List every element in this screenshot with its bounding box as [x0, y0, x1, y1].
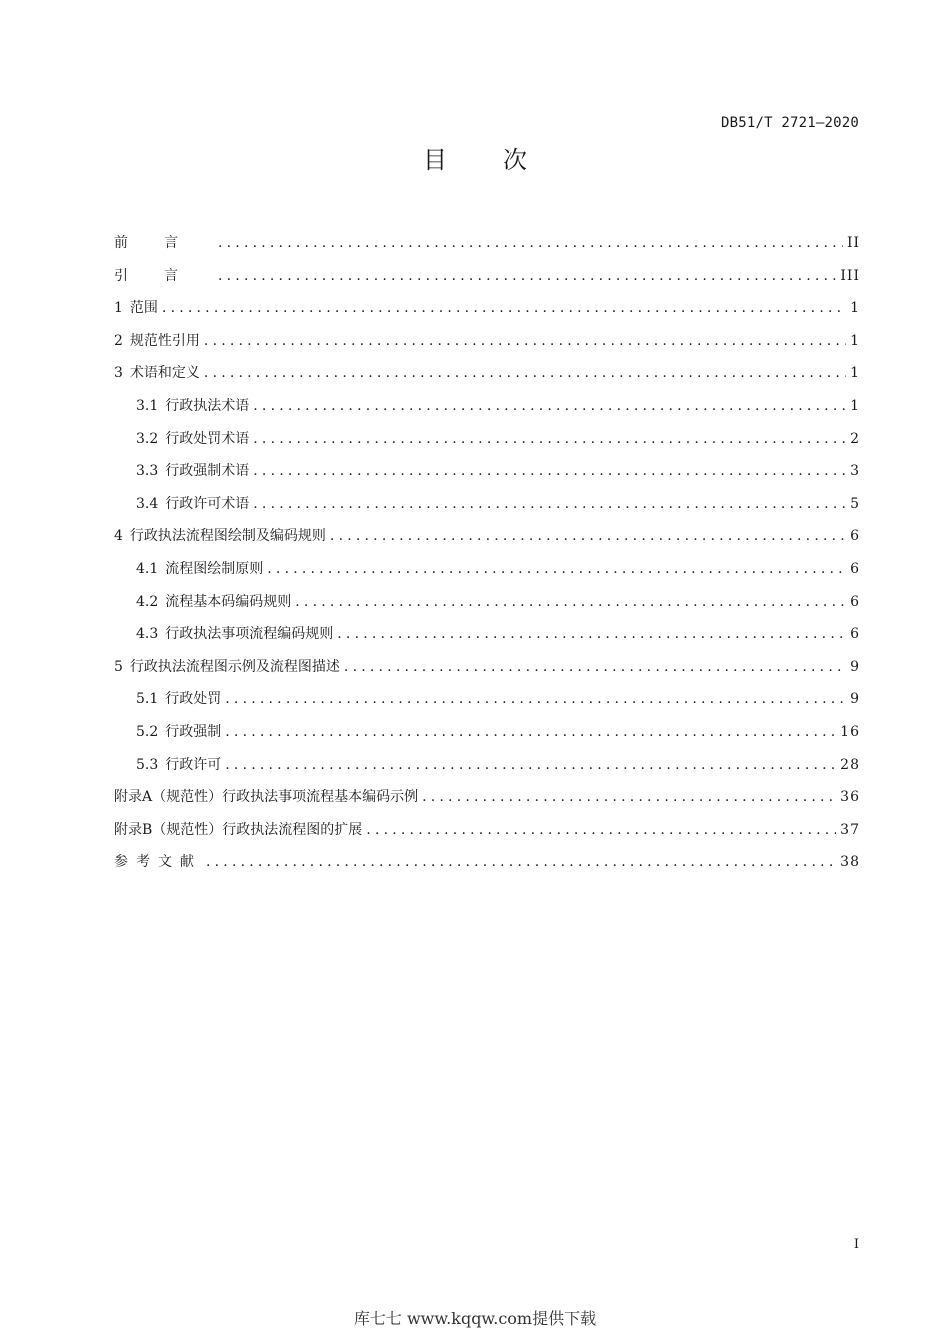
- toc-entry-page: 6: [850, 560, 860, 577]
- toc-leader-dots: [366, 816, 836, 844]
- toc-entry-page: 3: [850, 463, 860, 480]
- toc-entry-label: 行政处罚: [165, 691, 222, 708]
- toc-leader-dots: [204, 359, 846, 387]
- page-title: 目次: [423, 146, 583, 174]
- toc-leader-dots: [330, 522, 846, 550]
- toc-entry-number: 5.1: [136, 691, 159, 708]
- toc-entry-number: 3: [114, 365, 123, 382]
- toc-entry-page: 6: [850, 626, 860, 643]
- toc-entry-1[interactable]: [114, 294, 860, 327]
- toc-entry-introduction[interactable]: [114, 262, 860, 295]
- toc-leader-dots: [422, 783, 836, 811]
- toc-entry-label: 行政执法术语: [165, 397, 250, 414]
- toc-entry-number: 5.2: [136, 723, 159, 740]
- toc-entry-page: 1: [850, 300, 860, 317]
- toc-entry-label: 行政执法流程图绘制及编码规则: [129, 528, 326, 545]
- toc-leader-dots: [253, 490, 846, 518]
- toc-entry-4[interactable]: [114, 522, 860, 555]
- toc-entry-page: 37: [840, 821, 860, 838]
- toc-entry-label: 参考文献: [114, 854, 202, 871]
- toc-entry-page: 1: [850, 332, 860, 349]
- toc-entry-label: 行政处罚术语: [165, 430, 250, 447]
- toc-entry-number: 3.2: [136, 430, 159, 447]
- toc-entry-number: 4: [114, 528, 123, 545]
- toc-entry-label: 行政强制术语: [165, 463, 250, 480]
- toc-entry-label: 附录A（规范性）行政执法事项流程基本编码示例: [114, 789, 419, 806]
- toc-entry-3-1[interactable]: [114, 392, 860, 425]
- toc-entry-label: 流程图绘制原则: [165, 560, 264, 577]
- toc-entry-page: 6: [850, 528, 860, 545]
- toc-entry-number: 3.3: [136, 463, 159, 480]
- toc-entry-number: 3.4: [136, 495, 159, 512]
- toc-entry-page: III: [840, 267, 860, 284]
- toc-entry-3[interactable]: [114, 359, 860, 392]
- toc-entry-label: 行政执法流程图示例及流程图描述: [129, 658, 340, 675]
- toc-entry-4-1[interactable]: [114, 555, 860, 588]
- toc-leader-dots: [267, 555, 846, 583]
- toc-entry-page: II: [846, 235, 860, 251]
- toc-entry-3-2[interactable]: [114, 425, 860, 458]
- table-of-contents: [114, 229, 860, 881]
- toc-entry-5-2[interactable]: [114, 718, 860, 751]
- toc-entry-label: 规范性引用: [129, 332, 200, 349]
- toc-entry-appendix-b[interactable]: [114, 816, 860, 849]
- toc-entry-label: 行政执法事项流程编码规则: [165, 626, 334, 643]
- toc-entry-page: 1: [850, 397, 860, 414]
- toc-entry-label: 附录B（规范性）行政执法流程图的扩展: [114, 821, 363, 838]
- toc-entry-2[interactable]: [114, 327, 860, 360]
- toc-entry-label: 行政许可: [165, 756, 222, 773]
- toc-entry-page: 38: [840, 854, 860, 871]
- toc-entry-5-3[interactable]: [114, 751, 860, 784]
- toc-leader-dots: [218, 229, 843, 257]
- toc-entry-page: 36: [840, 789, 860, 806]
- toc-entry-page: 1: [850, 365, 860, 382]
- toc-entry-label: 引言: [114, 267, 214, 284]
- toc-leader-dots: [295, 588, 846, 616]
- document-code: DB51/T 2721—2020: [720, 115, 859, 131]
- toc-leader-dots: [253, 457, 846, 485]
- toc-leader-dots: [225, 685, 846, 713]
- toc-entry-label: 前言: [114, 235, 214, 251]
- toc-leader-dots: [204, 327, 846, 355]
- toc-leader-dots: [218, 262, 836, 290]
- toc-entry-bibliography[interactable]: [114, 848, 860, 881]
- toc-entry-label: 范围: [129, 300, 158, 317]
- toc-entry-number: 4.3: [136, 626, 159, 643]
- toc-entry-appendix-a[interactable]: [114, 783, 860, 816]
- toc-leader-dots: [225, 751, 836, 779]
- toc-entry-page: 5: [850, 495, 860, 512]
- toc-entry-label: 行政许可术语: [165, 495, 250, 512]
- toc-entry-page: 28: [840, 756, 860, 773]
- toc-entry-3-3[interactable]: [114, 457, 860, 490]
- toc-entry-number: 2: [114, 332, 123, 349]
- toc-entry-number: 4.2: [136, 593, 159, 610]
- toc-entry-label: 流程基本码编码规则: [165, 593, 292, 610]
- toc-entry-page: 9: [850, 658, 860, 675]
- toc-entry-3-4[interactable]: [114, 490, 860, 523]
- toc-entry-number: 3.1: [136, 397, 159, 414]
- toc-leader-dots: [206, 848, 836, 876]
- toc-entry-page: 16: [840, 723, 860, 740]
- toc-entry-4-2[interactable]: [114, 588, 860, 621]
- toc-leader-dots: [253, 425, 846, 453]
- toc-entry-label: 行政强制: [165, 723, 222, 740]
- toc-entry-label: 术语和定义: [129, 365, 200, 382]
- toc-entry-5-1[interactable]: [114, 685, 860, 718]
- toc-entry-4-3[interactable]: [114, 620, 860, 653]
- toc-entry-foreword[interactable]: [114, 229, 860, 262]
- toc-leader-dots: [162, 294, 846, 322]
- toc-entry-number: 4.1: [136, 560, 159, 577]
- toc-entry-page: 9: [850, 691, 860, 708]
- toc-entry-5[interactable]: [114, 653, 860, 686]
- toc-leader-dots: [225, 718, 836, 746]
- download-footer: 库七七 www.kqqw.com提供下载: [353, 1309, 597, 1328]
- page-number: I: [853, 1237, 859, 1252]
- toc-entry-number: 5: [114, 658, 123, 675]
- toc-leader-dots: [253, 392, 846, 420]
- toc-entry-number: 1: [114, 300, 123, 317]
- toc-entry-page: 6: [850, 593, 860, 610]
- toc-leader-dots: [337, 620, 846, 648]
- toc-leader-dots: [344, 653, 846, 681]
- toc-entry-number: 5.3: [136, 756, 159, 773]
- toc-entry-page: 2: [850, 430, 860, 447]
